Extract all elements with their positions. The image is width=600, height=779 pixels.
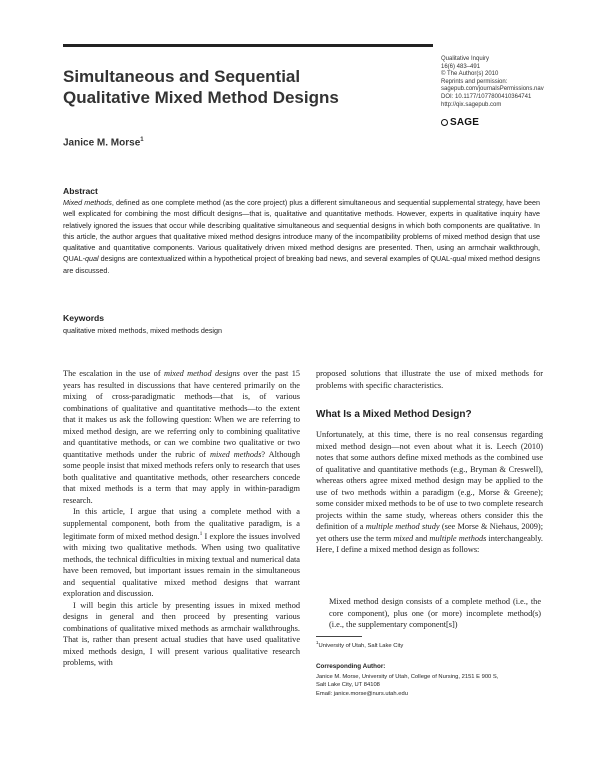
p5-text-a: Unfortunately, at this time, there is no real consensus regarding mixed method design—not even about what it is. Leech (2010) notes that some authors define mixed methods as the combined use of qualitative and quantitative methods (e.g., Bryman & Creswell), whereas others agree mixed method design may be applied to the use of two methods within a paradigm (e.g., Morse & Greene); some consider mixed methods to be of use to two complete research projects within the same study, whereas others consider this the definition of a [316, 430, 543, 531]
keywords-text: qualitative mixed methods, mixed methods design [63, 326, 223, 335]
title-line-2: Qualitative Mixed Method Designs [63, 88, 339, 107]
sage-logo-text: SAGE [450, 117, 480, 128]
abstract-lead-italic: Mixed methods [63, 198, 112, 207]
p5-text-b: (see Morse & Niehaus, 2009); yet others use the term [316, 522, 544, 543]
journal-info [441, 56, 591, 109]
corresponding-author-block [316, 673, 546, 698]
body-paragraph-3: I will begin this article by presenting issues in mixed method designs in general and then proceed by presenting various combinations of qualitative mixed methods as armchair walkthroughs. That is, rather than present actual studies that have used qualitative mixed methods design, I will present various qualitative research problems, with [63, 600, 300, 668]
corresponding-author-heading: Corresponding Author: [316, 663, 386, 670]
sage-circle-icon [441, 119, 448, 126]
p5-italic-2: mixed [393, 533, 414, 543]
abstract-part-a: , defined as one complete method (as the core project) plus a different simultaneous and sequential supplemental strategy, have been well explicated for combining the most difficult designs—that is, qualitative and quantitative methods. However, experts in qualitative inquiry have relatively ignored the issues that occur while describing qualitative simultaneous and sequential designs in which both components are qualitative. In this article, the author argues that qualitative mixed method designs introduce many of the incompatibility problems of mixed method design that use qualitative and quantitative components. Various qualitatively driven mixed method designs are presented. Then, using an armchair walkthrough, QUAL- [63, 198, 540, 264]
corr-address-line-1: Janice M. Morse, University of Utah, College of Nursing, 2151 E 900 S, [316, 674, 499, 680]
p1-text-c: ? Although some people insist that mixed methods refers only to research that uses both qualitative and quantitative methods, other researchers concede that mixed methods is a term that may apply in within-paradigm research. [63, 449, 300, 505]
body-paragraph-4: proposed solutions that illustrate the use of mixed methods for problems with specific characteristics. [316, 369, 543, 390]
footnote-rule [316, 636, 362, 637]
p5-text-c: and [413, 533, 430, 543]
journal-volume: 16(6) 483–491 [441, 63, 481, 70]
body-paragraph-1 [63, 368, 300, 506]
p1-text-a: The escalation in the use of [63, 369, 164, 378]
abstract-text [63, 197, 540, 276]
abstract-italic-qual: qual [84, 254, 99, 264]
p5-italic-1: multiple method study [365, 522, 440, 531]
corr-address-line-2: Salt Lake City, UT 84108 [316, 682, 380, 689]
corr-email[interactable]: Email: janice.morse@nurs.utah.edu [316, 690, 408, 697]
body-column-left [63, 368, 300, 669]
keywords-heading: Keywords [63, 313, 105, 323]
body-column-right [316, 429, 543, 556]
author-line [63, 137, 144, 148]
body-paragraph-2 [63, 506, 300, 600]
p5-text-d: interchangeably. Here, I define a mixed method design as follows: [316, 533, 544, 554]
header-rule [63, 44, 433, 47]
abstract-italic-qual-2: qual [452, 254, 467, 264]
journal-copyright: © The Author(s) 2010 [441, 71, 499, 78]
section-heading: What Is a Mixed Method Design? [316, 409, 472, 420]
abstract-heading: Abstract [63, 186, 98, 196]
journal-name: Qualitative Inquiry [441, 56, 490, 62]
abstract-part-c: mixed method designs are discussed. [63, 254, 540, 275]
abstract-part-b: designs are contextualized within a hypothetical project of breaking bad news, and several examples of QUAL- [98, 254, 453, 264]
p2-text-a: In this article, I argue that using a complete method with a supplemental component, both from the qualitative paradigm, is a legitimate form of mixed method design. [63, 507, 300, 541]
journal-url[interactable]: http://qix.sagepub.com [441, 101, 502, 108]
p2-text-b: I explore the issues involved with mixing two qualitative methods. When using two qualitative methods, the technical difficulties in mixing textual and numerical data have been removed, but important issues remain in the simultaneous and sequential qualitative mixed method designs that warrant exploration and discussion. [63, 531, 300, 599]
footnote-ref-1[interactable]: 1 [199, 531, 203, 537]
body-column-right-top [316, 368, 543, 391]
title-line-1: Simultaneous and Sequential [63, 67, 301, 86]
journal-reprints: Reprints and permission: [441, 78, 508, 85]
body-paragraph-5 [316, 429, 543, 556]
affiliation-sup: 1 [316, 640, 319, 645]
definition-blockquote: Mixed method design consists of a complete method (i.e., the core component), plus one (or more) incomplete method(s) (i.e., the supplementary component[s]) [329, 597, 541, 629]
sage-logo [441, 117, 479, 128]
article-title [63, 66, 403, 108]
author-name: Janice M. Morse [63, 137, 141, 149]
p1-italic-2: mixed methods [209, 449, 262, 459]
p1-text-b: over the past 15 years has resulted in discussions that have centered primarily on the mixing of cross-paradigmatic methods—that is, of various combinations of qualitative and quantitative methods—to the extent that it makes us ask the following question: When we are referring to mixed method design, are we referring only to combining qualitative and quantitative methods, or can we combine two qualitative or two quantitative methods under the rubric of [63, 369, 301, 459]
author-affil-sup: 1 [140, 137, 144, 143]
p1-italic-1: mixed method designs [163, 369, 240, 378]
p5-italic-3: multiple methods [429, 533, 487, 543]
journal-doi[interactable]: DOI: 10.1177/1077800410364741 [441, 93, 532, 100]
affiliation-footnote [316, 640, 403, 649]
journal-permissions-link[interactable]: sagepub.com/journalsPermissions.nav [441, 86, 544, 93]
affiliation-text: University of Utah, Salt Lake City [318, 642, 404, 649]
